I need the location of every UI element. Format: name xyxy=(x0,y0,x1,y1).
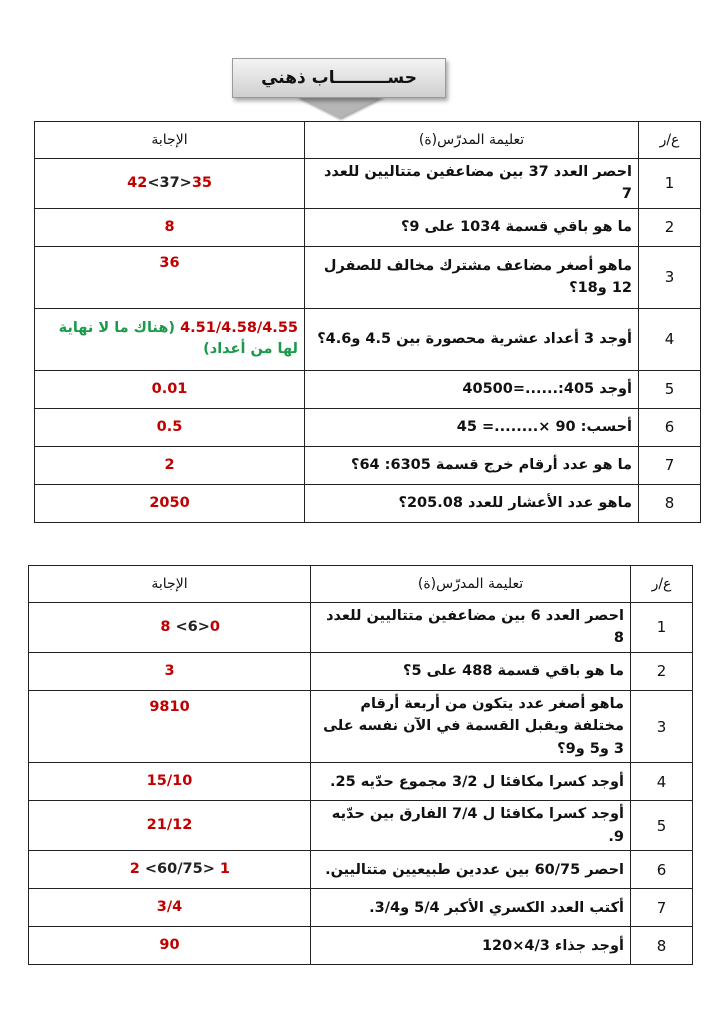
table-row xyxy=(35,370,701,408)
table-row xyxy=(35,446,701,484)
answer-part: 42 xyxy=(127,174,148,191)
row-num: 8 xyxy=(639,484,701,522)
row-answer xyxy=(35,308,305,370)
row-answer: 90 xyxy=(29,927,311,965)
row-answer xyxy=(29,603,311,653)
down-arrow-icon xyxy=(296,96,384,118)
row-answer xyxy=(35,159,305,209)
row-num: 4 xyxy=(631,763,693,801)
row-question: أوجد 3 أعداد عشرية محصورة بين 4.5 و4.6؟ xyxy=(305,308,639,370)
table-row xyxy=(29,763,693,801)
row-question: أوجد كسرا مكافئا ل 3/2 مجموع حدّيه 25. xyxy=(311,763,631,801)
answer-note: (هناك ما لا نهاية لها من أعداد) xyxy=(58,319,298,358)
row-answer: 0.5 xyxy=(35,408,305,446)
row-answer: 0.01 xyxy=(35,370,305,408)
answer-part: <6> xyxy=(175,618,210,635)
table-row xyxy=(29,851,693,889)
row-question: احصر 60/75 بين عددين طبيعيين متتاليين. xyxy=(311,851,631,889)
answer-part: 1 xyxy=(219,860,230,877)
table-row xyxy=(35,408,701,446)
table-row xyxy=(35,308,701,370)
header-question: تعليمة المدرّس(ة) xyxy=(305,122,639,159)
row-question: أوجد جذاء 4/3×120 xyxy=(311,927,631,965)
row-answer: 2050 xyxy=(35,484,305,522)
row-answer: 9810 xyxy=(29,690,311,762)
table-row xyxy=(29,652,693,690)
row-question: احصر العدد 6 بين مضاعفين متتاليين للعدد 8 xyxy=(311,603,631,653)
header-answer: الإجابة xyxy=(35,122,305,159)
mental-math-table-2 xyxy=(28,565,693,965)
row-question: ماهو أصغر مضاعف مشترك مخالف للصفرل 12 و18؟ xyxy=(305,246,639,308)
table-row xyxy=(35,246,701,308)
header-answer: الإجابة xyxy=(29,566,311,603)
row-num: 7 xyxy=(639,446,701,484)
row-question: ماهو أصغر عدد يتكون من أربعة أرقام مختلفة ويقبل القسمة في الآن نفسه على 3 و5 و9؟ xyxy=(311,690,631,762)
row-num: 8 xyxy=(631,927,693,965)
table-row xyxy=(29,603,693,653)
row-num: 5 xyxy=(639,370,701,408)
row-question: ما هو عدد أرقام خرج قسمة 6305: 64؟ xyxy=(305,446,639,484)
page-title: حســـــــــاب ذهني xyxy=(232,58,446,98)
answer-part: 2 xyxy=(129,860,140,877)
row-num: 1 xyxy=(631,603,693,653)
table-header-row xyxy=(29,566,693,603)
row-num: 4 xyxy=(639,308,701,370)
row-num: 2 xyxy=(631,652,693,690)
table-header-row xyxy=(35,122,701,159)
row-num: 6 xyxy=(639,408,701,446)
row-num: 1 xyxy=(639,159,701,209)
header-num: ع/ر xyxy=(631,566,693,603)
row-question: أوجد 405:......=40500 xyxy=(305,370,639,408)
table-row xyxy=(35,159,701,209)
row-num: 6 xyxy=(631,851,693,889)
answer-part: 0 xyxy=(209,618,220,635)
row-question: أوجد كسرا مكافئا ل 7/4 الفارق بين حدّيه 9. xyxy=(311,801,631,851)
row-num: 3 xyxy=(631,690,693,762)
row-question: ماهو عدد الأعشار للعدد 205.08؟ xyxy=(305,484,639,522)
row-question: احصر العدد 37 بين مضاعفين متتاليين للعدد 7 xyxy=(305,159,639,209)
row-num: 3 xyxy=(639,246,701,308)
answer-part: 8 xyxy=(160,618,171,635)
answer-part: <37> xyxy=(147,174,192,191)
row-num: 7 xyxy=(631,889,693,927)
row-num: 5 xyxy=(631,801,693,851)
mental-math-table-1 xyxy=(34,121,701,523)
table-row xyxy=(29,690,693,762)
table-row xyxy=(29,889,693,927)
table-row xyxy=(35,484,701,522)
table-row xyxy=(29,927,693,965)
row-answer xyxy=(29,851,311,889)
row-answer: 15/10 xyxy=(29,763,311,801)
row-question: أكتب العدد الكسري الأكبر 5/4 و3/4. xyxy=(311,889,631,927)
answer-part: <60/75> xyxy=(144,860,215,877)
answer-values: 4.51/4.58/4.55 xyxy=(180,319,298,336)
row-question: ما هو باقي قسمة 1034 على 9؟ xyxy=(305,208,639,246)
table-row xyxy=(29,801,693,851)
row-num: 2 xyxy=(639,208,701,246)
row-answer: 21/12 xyxy=(29,801,311,851)
header-question: تعليمة المدرّس(ة) xyxy=(311,566,631,603)
row-answer: 3/4 xyxy=(29,889,311,927)
row-answer: 3 xyxy=(29,652,311,690)
row-answer: 8 xyxy=(35,208,305,246)
row-answer: 2 xyxy=(35,446,305,484)
table-row xyxy=(35,208,701,246)
row-question: أحسب: 90 ×........= 45 xyxy=(305,408,639,446)
answer-part: 35 xyxy=(191,174,212,191)
row-question: ما هو باقي قسمة 488 على 5؟ xyxy=(311,652,631,690)
header-num: ع/ر xyxy=(639,122,701,159)
row-answer: 36 xyxy=(35,246,305,308)
